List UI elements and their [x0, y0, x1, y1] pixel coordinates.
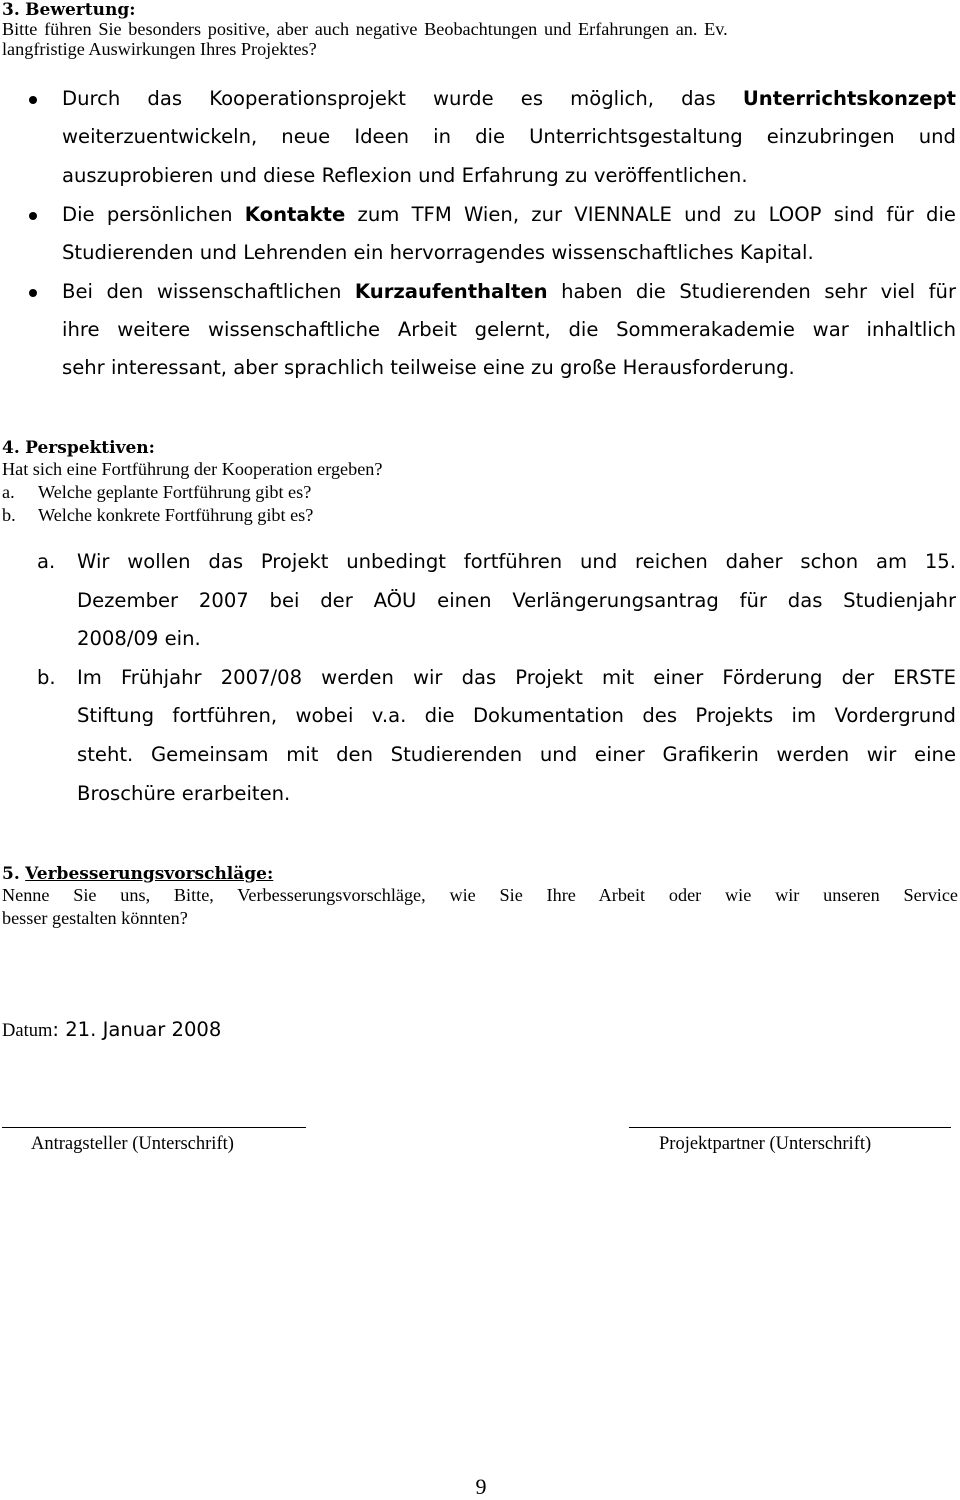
section-3-heading [2, 0, 135, 20]
bullet-dot [29, 96, 37, 104]
bullet-2-line-2 [62, 240, 956, 266]
section-5-question-line-1: Nenne Sie uns, Bitte, Verbesserungsvorschläge, wie Sie Ihre Arbeit oder wie wir unseren Service [2, 885, 958, 905]
answer-a-line-1: Wir wollen das Projekt unbedingt fortführen und reichen daher schon am 15. [77, 550, 956, 573]
sub-question-b-letter: b. [2, 505, 16, 525]
section-4-title: Perspektiven: [25, 438, 155, 458]
bullet-1-emphasis: Unterrichtskonzept [742, 87, 956, 110]
answer-b-line-4: Broschüre erarbeiten. [77, 782, 291, 805]
sub-question-a-letter: a. [2, 482, 15, 502]
date-row [2, 1018, 221, 1042]
section-3-title: Bewertung: [25, 0, 136, 20]
bullet-1-text: auszuprobieren und diese Reflexion und Erfahrung zu veröffentlichen. [62, 164, 748, 187]
bullet-1-line-3 [62, 163, 956, 189]
section-5-title: Verbesserungsvorschläge: [25, 864, 274, 884]
bullet-3-text: Bei den wissenschaftlichen [62, 280, 355, 303]
signature-line-right [629, 1127, 951, 1128]
section-4-question: Hat sich eine Fortführung der Kooperation ergeben? [2, 459, 383, 479]
bullet-2-emphasis: Kontakte [244, 203, 346, 226]
answer-a-letter: a. [37, 550, 56, 573]
section-4-heading [2, 438, 155, 458]
signature-line-left [2, 1127, 306, 1128]
bullet-2-text-tail: zum TFM Wien, zur VIENNALE und zu LOOP sind für die [345, 203, 956, 226]
bullet-3-line-1 [62, 279, 956, 305]
sub-question-a-text: Welche geplante Fortführung gibt es? [38, 482, 312, 502]
answer-b-line-1: Im Frühjahr 2007/08 werden wir das Projekt mit einer Förderung der ERSTE [77, 666, 956, 689]
answer-b-letter: b. [37, 666, 56, 689]
section-3-question-line-2: langfristige Auswirkungen Ihres Projektes? [2, 39, 317, 59]
date-value: : 21. Januar 2008 [52, 1018, 222, 1041]
section-3-number: 3. [2, 0, 20, 20]
bullet-3-line-2 [62, 317, 956, 343]
section-3-question-line-1 [2, 18, 958, 40]
section-5-number: 5. [2, 864, 20, 884]
answer-a-line-3: 2008/09 ein. [77, 627, 201, 650]
bullet-2-line-1 [62, 202, 956, 228]
bullet-2-text: Die persönlichen [62, 203, 245, 226]
bullet-3-line-3 [62, 355, 956, 381]
date-label: Datum [2, 1021, 53, 1041]
page-number: 9 [475, 1474, 487, 1499]
bullet-3-text: ihre weitere wissenschaftliche Arbeit gelernt, die Sommerakademie war inhaltlich [62, 318, 956, 341]
answer-a-line-2: Dezember 2007 bei der AÖU einen Verlängerungsantrag für das Studienjahr [77, 589, 956, 612]
bullet-3-emphasis: Kurzaufenthalten [354, 280, 548, 303]
answer-b-line-2: Stiftung fortführen, wobei v.a. die Dokumentation des Projekts im Vordergrund [77, 704, 956, 727]
bullet-1-line-1 [62, 86, 956, 112]
bullet-dot [29, 212, 37, 220]
bullet-1-line-2 [62, 124, 956, 150]
section-5-heading [2, 864, 273, 884]
bullet-2-text: Studierenden und Lehrenden ein hervorragendes wissenschaftliches Kapital. [62, 241, 814, 264]
bullet-1-text: weiterzuentwickeln, neue Ideen in die Unterrichtsgestaltung einzubringen und [62, 125, 956, 148]
bullet-dot [29, 289, 37, 297]
section-3-question-text-1: Bitte führen Sie besonders positive, aber auch negative Beobachtungen und Erfahrungen an. Ev. [2, 19, 728, 39]
sub-question-b-text: Welche konkrete Fortführung gibt es? [38, 505, 314, 525]
section-4-number: 4. [2, 438, 20, 458]
answer-b-line-3: steht. Gemeinsam mit den Studierenden und einer Grafikerin werden wir eine [77, 743, 956, 766]
bullet-1-text: Durch das Kooperationsprojekt wurde es möglich, das [62, 87, 743, 110]
bullet-3-text-tail: haben die Studierenden sehr viel für [547, 280, 956, 303]
signature-label-left: Antragsteller (Unterschrift) [31, 1134, 234, 1154]
section-4-sub-question-a [2, 481, 311, 503]
signature-label-right: Projektpartner (Unterschrift) [659, 1134, 872, 1154]
section-4-sub-question-b [2, 504, 313, 526]
section-5-question-line-2: besser gestalten könnten? [2, 908, 188, 928]
bullet-3-text: sehr interessant, aber sprachlich teilweise eine zu große Herausforderung. [62, 356, 795, 379]
